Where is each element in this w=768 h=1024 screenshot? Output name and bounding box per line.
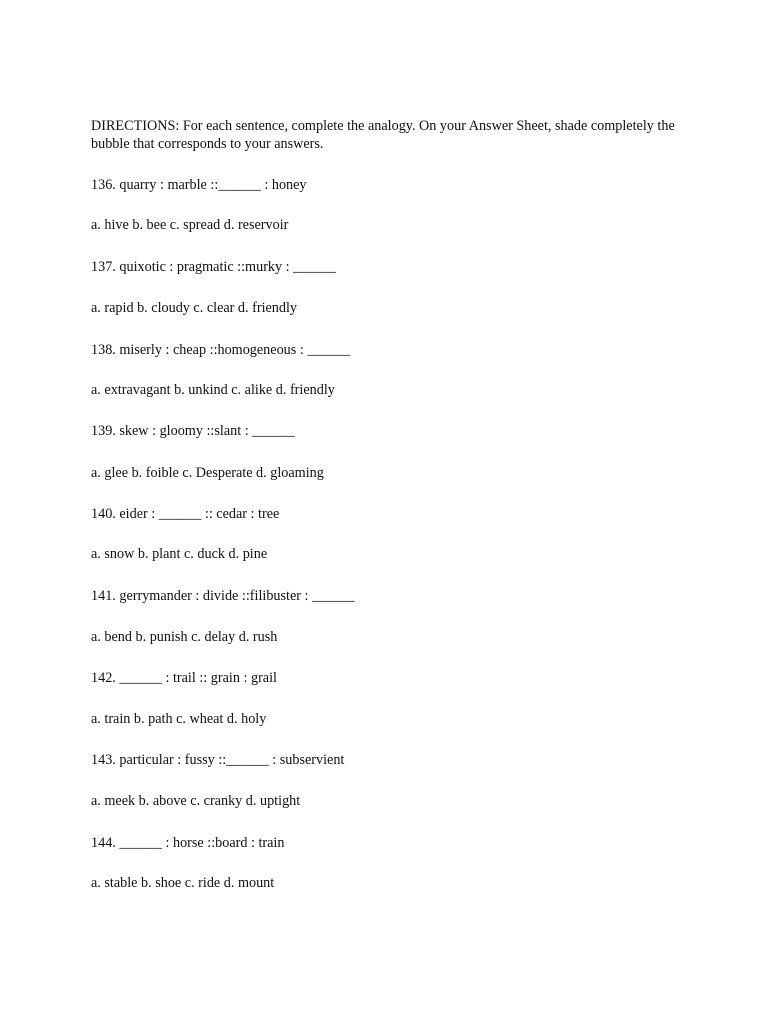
question-141: 141. gerrymander : divide ::filibuster : ______ bbox=[91, 588, 355, 604]
question-140: 140. eider : ______ :: cedar : tree bbox=[91, 506, 280, 522]
options-139: a. glee b. foible c. Desperate d. gloaming bbox=[91, 465, 324, 481]
question-138: 138. miserly : cheap ::homogeneous : ______ bbox=[91, 342, 350, 358]
question-142: 142. ______ : trail :: grain : grail bbox=[91, 670, 277, 686]
options-142: a. train b. path c. wheat d. holy bbox=[91, 711, 267, 727]
question-143: 143. particular : fussy ::______ : subservient bbox=[91, 752, 345, 768]
options-144: a. stable b. shoe c. ride d. mount bbox=[91, 875, 275, 891]
options-143: a. meek b. above c. cranky d. uptight bbox=[91, 793, 301, 809]
question-139: 139. skew : gloomy ::slant : ______ bbox=[91, 423, 295, 439]
options-138: a. extravagant b. unkind c. alike d. friendly bbox=[91, 382, 335, 398]
directions-text: DIRECTIONS: For each sentence, complete the analogy. On your Answer Sheet, shade completely the bubble that corresponds to your answers. bbox=[91, 118, 675, 152]
options-141: a. bend b. punish c. delay d. rush bbox=[91, 629, 278, 645]
options-137: a. rapid b. cloudy c. clear d. friendly bbox=[91, 300, 298, 316]
options-136: a. hive b. bee c. spread d. reservoir bbox=[91, 217, 289, 233]
question-137: 137. quixotic : pragmatic ::murky : ______ bbox=[91, 259, 336, 275]
question-136: 136. quarry : marble ::______ : honey bbox=[91, 177, 307, 193]
question-144: 144. ______ : horse ::board : train bbox=[91, 835, 285, 851]
options-140: a. snow b. plant c. duck d. pine bbox=[91, 546, 268, 562]
